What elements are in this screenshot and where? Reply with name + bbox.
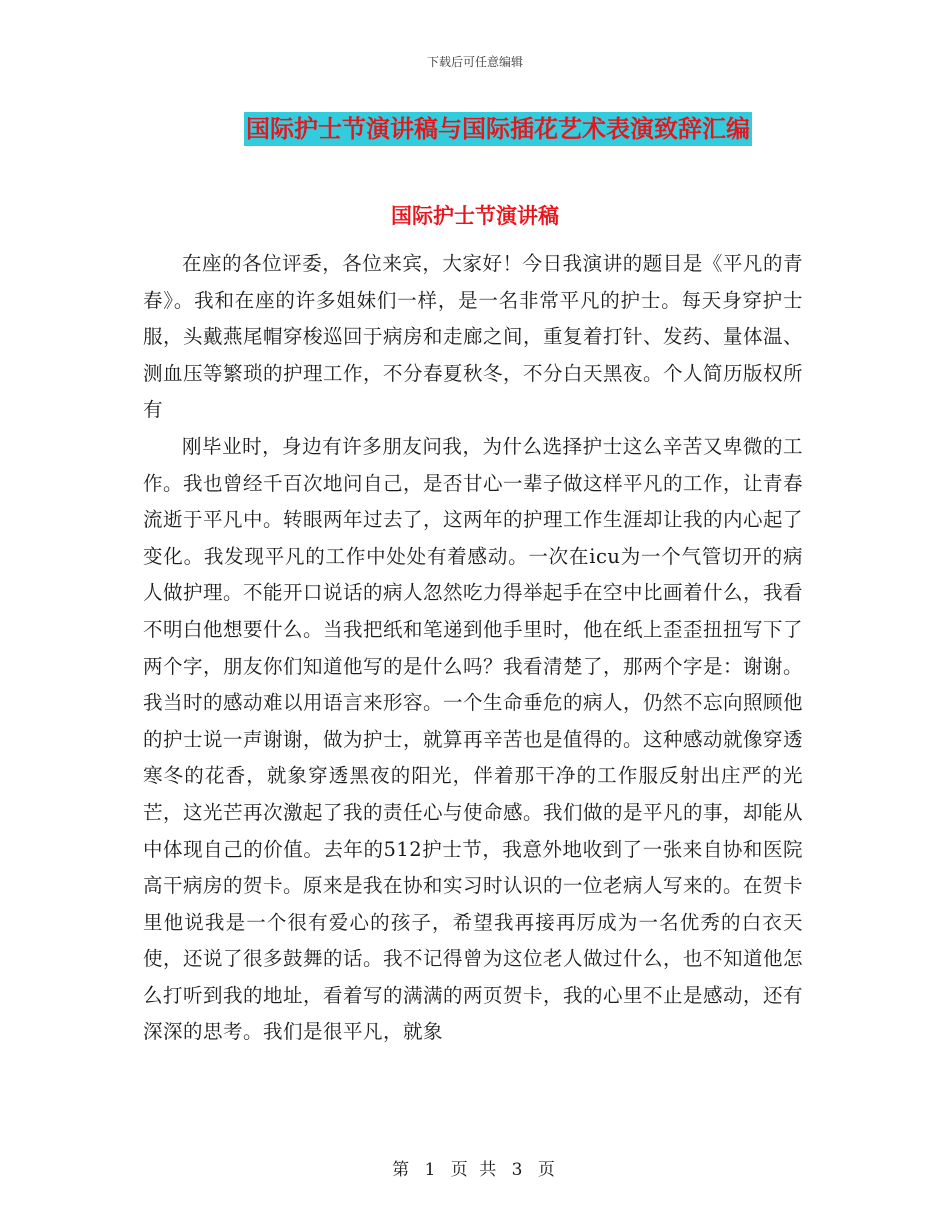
footer-page-number: 1: [424, 1160, 439, 1180]
paragraph: 刚毕业时，身边有许多朋友问我，为什么选择护士这么辛苦又卑微的工作。我也曾经千百次地问自己，是否甘心一辈子做这样平凡的工作，让青春流逝于平凡中。转眼两年过去了，这两年的护理工作生涯却让我的内心起了变化。我发现平凡的工作中处处有着感动。一次在icu为一个气管切开的病人做护理。不能开口说话的病人忽然吃力得举起手在空中比画着什么，我看不明白他想要什么。当我把纸和笔递到他手里时，他在纸上歪歪扭扭写下了两个字，朋友你们知道他写的是什么吗？我看清楚了，那两个字是：谢谢。我当时的感动难以用语言来形容。一个生命垂危的病人，仍然不忘向照顾他的护士说一声谢谢，做为护士，就算再辛苦也是值得的。这种感动就像穿透寒冬的花香，就象穿透黑夜的阳光，伴着那干净的工作服反射出庄严的光芒，这光芒再次激起了我的责任心与使命感。我们做的是平凡的事，却能从中体现自己的价值。去年的512护士节，我意外地收到了一张来自协和医院高干病房的贺卡。原来是我在协和实习时认识的一位老病人写来的。在贺卡里他说我是一个很有爱心的孩子，希望我再接再厉成为一名优秀的白衣天使，还说了很多鼓舞的话。我不记得曾为这位老人做过什么，也不知道他怎么打听到我的地址，看着写的满满的两页贺卡，我的心里不止是感动，还有深深的思考。我们是很平凡，就象: [143, 434, 804, 1044]
footer-middle: 页 共: [450, 1160, 500, 1180]
header-note: 下载后可任意编辑: [426, 55, 523, 69]
paragraph: 在座的各位评委，各位来宾，大家好！今日我演讲的题目是《平凡的青春》。我和在座的许多姐妹们一样，是一名非常平凡的护士。每天身穿护士服，头戴燕尾帽穿梭巡回于病房和走廊之间，重复着打针、发药、量体温、测血压等繁琐的护理工作，不分春夏秋冬，不分白天黑夜。个人简历版权所有: [143, 252, 804, 422]
footer-prefix: 第: [392, 1160, 413, 1180]
page-footer: [0, 1155, 950, 1180]
footer-suffix: 页: [537, 1160, 558, 1180]
body-text: [143, 246, 803, 1051]
section-title: 国际护士节演讲稿: [391, 204, 559, 228]
document-title: 国际护士节演讲稿与国际插花艺术表演致辞汇编: [244, 112, 752, 146]
footer-total-pages: 3: [511, 1160, 526, 1180]
document-title-container: [0, 112, 950, 146]
